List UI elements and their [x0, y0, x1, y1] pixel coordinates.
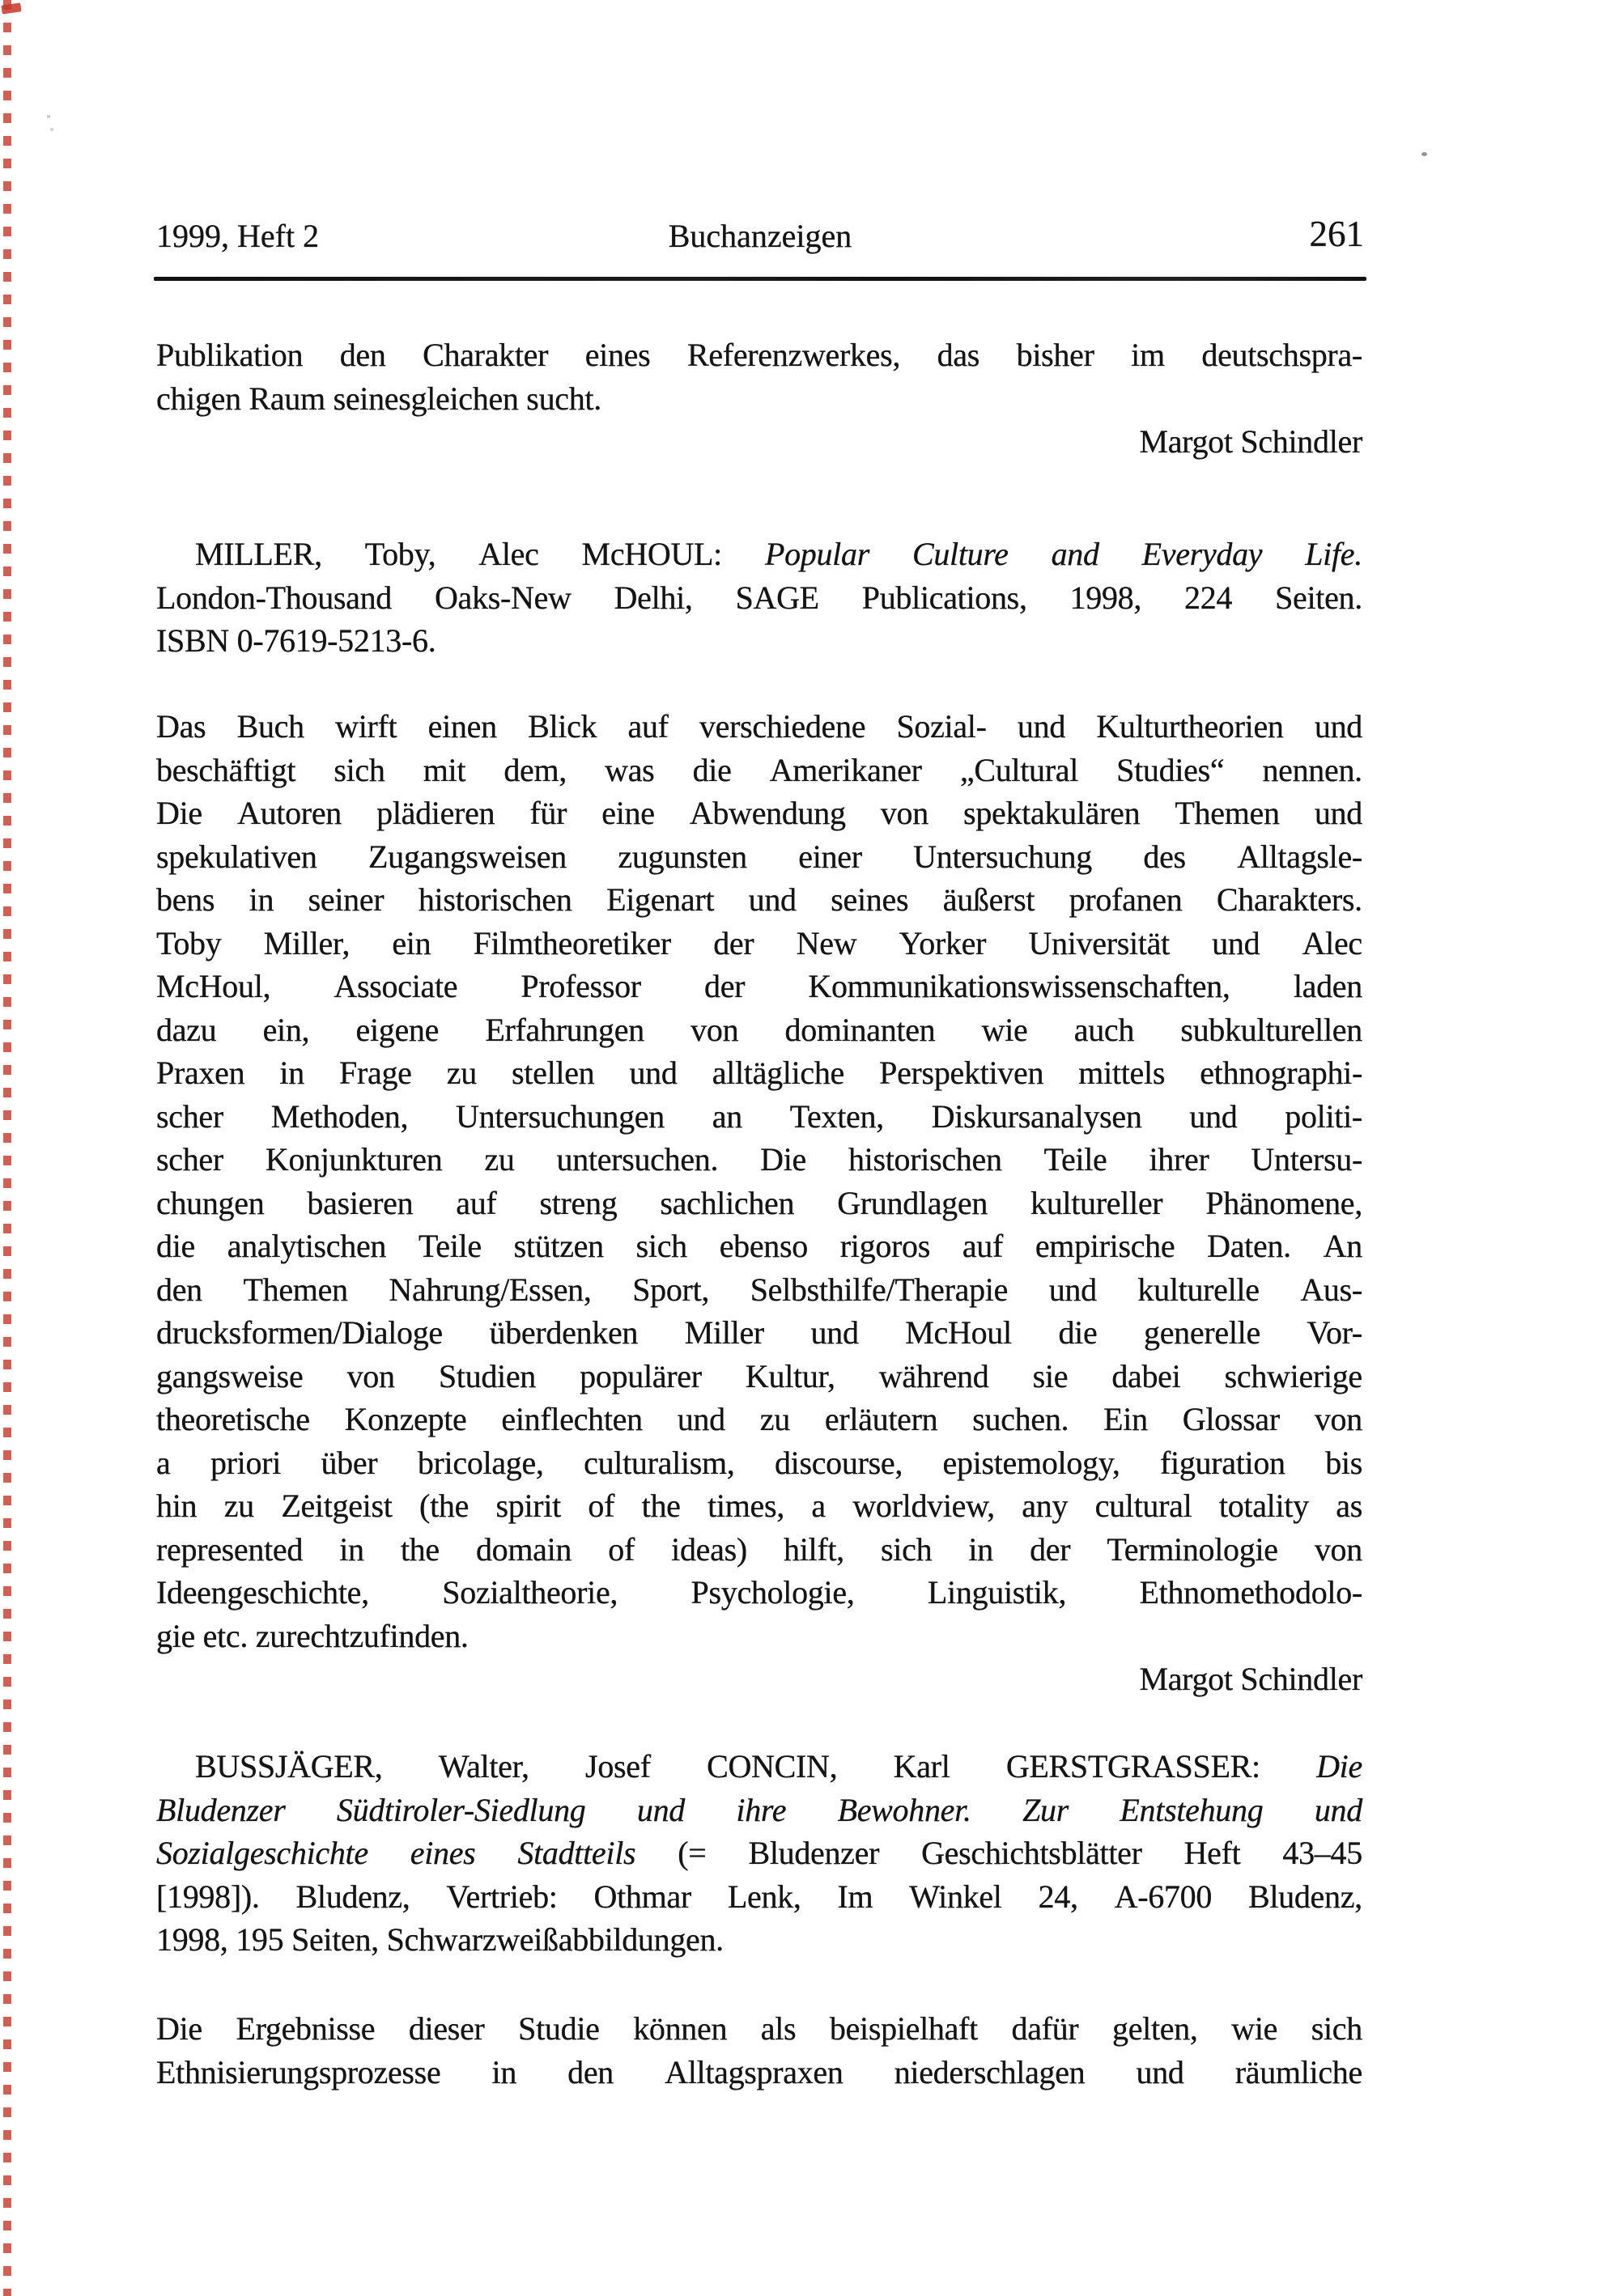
header-issue: 1999, Heft 2	[156, 218, 320, 254]
text-line: scher Methoden, Untersuchungen an Texten, Diskursanalysen und politi-	[156, 1097, 1362, 1135]
review-bussjaeger-body	[156, 2007, 1362, 2094]
text-line: theoretische Konzepte einflechten und zu erläutern suchen. Ein Glossar von	[156, 1401, 1362, 1437]
text-line: scher Konjunkturen zu untersuchen. Die historischen Teile ihrer Untersu-	[156, 1141, 1362, 1178]
text-line: drucksformen/Dialoge überdenken Miller und McHoul die generelle Vor-	[156, 1314, 1362, 1351]
text-line: gangsweise von Studien populärer Kultur, während sie dabei schwierige	[156, 1357, 1362, 1394]
text-line: Publikation den Charakter eines Referenzwerkes, das bisher im deutschspra-	[156, 337, 1362, 373]
header-rule	[154, 277, 1366, 281]
text-line: beschäftigt sich mit dem, was die Amerikaner „Cultural Studies“ nennen.	[156, 751, 1362, 788]
text-line: die analytischen Teile stützen sich ebenso rigoros auf empirische Daten. An	[156, 1228, 1362, 1264]
text-line: ISBN 0-7619-5213-6.	[156, 622, 436, 659]
text-line: Ideengeschichte, Sozialtheorie, Psychologie, Linguistik, Ethnomethodolo-	[156, 1574, 1362, 1611]
text-line: Praxen in Frage zu stellen und alltägliche Perspektiven mittels ethnographi-	[156, 1055, 1362, 1091]
text-line: chungen basieren auf streng sachlichen Grundlagen kultureller Phänomene,	[156, 1184, 1362, 1221]
scan-speck	[47, 115, 50, 118]
header-page-number: 261	[1309, 214, 1364, 254]
page-header	[156, 214, 1364, 258]
text-line: den Themen Nahrung/Essen, Sport, Selbsthilfe/Therapie und kulturelle Aus-	[156, 1271, 1362, 1308]
scan-edge-blot	[1, 2, 21, 14]
text-line: BUSSJÄGER, Walter, Josef CONCIN, Karl GERSTGRASSER: Die	[195, 1748, 1362, 1785]
text-line: gie etc. zurechtzufinden.	[156, 1617, 469, 1654]
text-line: Bludenzer Südtiroler-Siedlung und ihre Bewohner. Zur Entstehung und	[156, 1791, 1362, 1828]
text-line: Die Ergebnisse dieser Studie können als beispielhaft dafür gelten, wie sich	[156, 2010, 1362, 2047]
signature-margot-schindler-1: Margot Schindler	[1139, 423, 1362, 460]
scan-edge-marks	[3, 0, 11, 2296]
text-line: [1998]). Bludenz, Vertrieb: Othmar Lenk, Im Winkel 24, A-6700 Bludenz,	[156, 1878, 1362, 1915]
signature-margot-schindler-2: Margot Schindler	[1139, 1661, 1362, 1697]
text-line: Die Autoren plädieren für eine Abwendung von spektakulären Themen und	[156, 795, 1362, 831]
text-line: a priori über bricolage, culturalism, discourse, epistemology, figuration bis	[156, 1444, 1362, 1481]
text-line: represented in the domain of ideas) hilft, sich in der Terminologie von	[156, 1530, 1362, 1568]
text-line: Das Buch wirft einen Blick auf verschiedene Sozial- und Kulturtheorien und	[156, 708, 1362, 745]
text-line: Toby Miller, ein Filmtheoretiker der New Yorker Universität und Alec	[156, 924, 1362, 961]
review-miller-body	[156, 705, 1362, 1657]
scan-speck	[50, 128, 53, 131]
citation-bussjaeger	[156, 1745, 1362, 1962]
text-line: 1998, 195 Seiten, Schwarzweißabbildungen.	[156, 1921, 724, 1958]
paragraph-publikation	[156, 333, 1362, 420]
text-line: bens in seiner historischen Eigenart und seines äußerst profanen Charakters.	[156, 881, 1362, 918]
scan-speck	[1421, 152, 1427, 156]
citation-miller	[156, 533, 1362, 663]
text-line: MILLER, Toby, Alec McHOUL: Popular Culture and Everyday Life.	[195, 536, 1362, 572]
header-section-title: Buchanzeigen	[668, 218, 852, 254]
text-line: chigen Raum seinesgleichen sucht.	[156, 380, 601, 417]
text-line: Sozialgeschichte eines Stadtteils (= Bludenzer Geschichtsblätter Heft 43–45	[156, 1835, 1362, 1871]
text-line: Ethnisierungsprozesse in den Alltagspraxen niederschlagen und räumliche	[156, 2053, 1362, 2090]
text-line: McHoul, Associate Professor der Kommunikationswissenschaften, laden	[156, 968, 1362, 1004]
text-line: dazu ein, eigene Erfahrungen von dominanten wie auch subkulturellen	[156, 1011, 1362, 1048]
text-line: hin zu Zeitgeist (the spirit of the times, a worldview, any cultural totality as	[156, 1488, 1362, 1524]
text-line: spekulativen Zugangsweisen zugunsten einer Untersuchung des Alltagsle-	[156, 838, 1362, 875]
text-line: London-Thousand Oaks-New Delhi, SAGE Publications, 1998, 224 Seiten.	[156, 579, 1362, 616]
